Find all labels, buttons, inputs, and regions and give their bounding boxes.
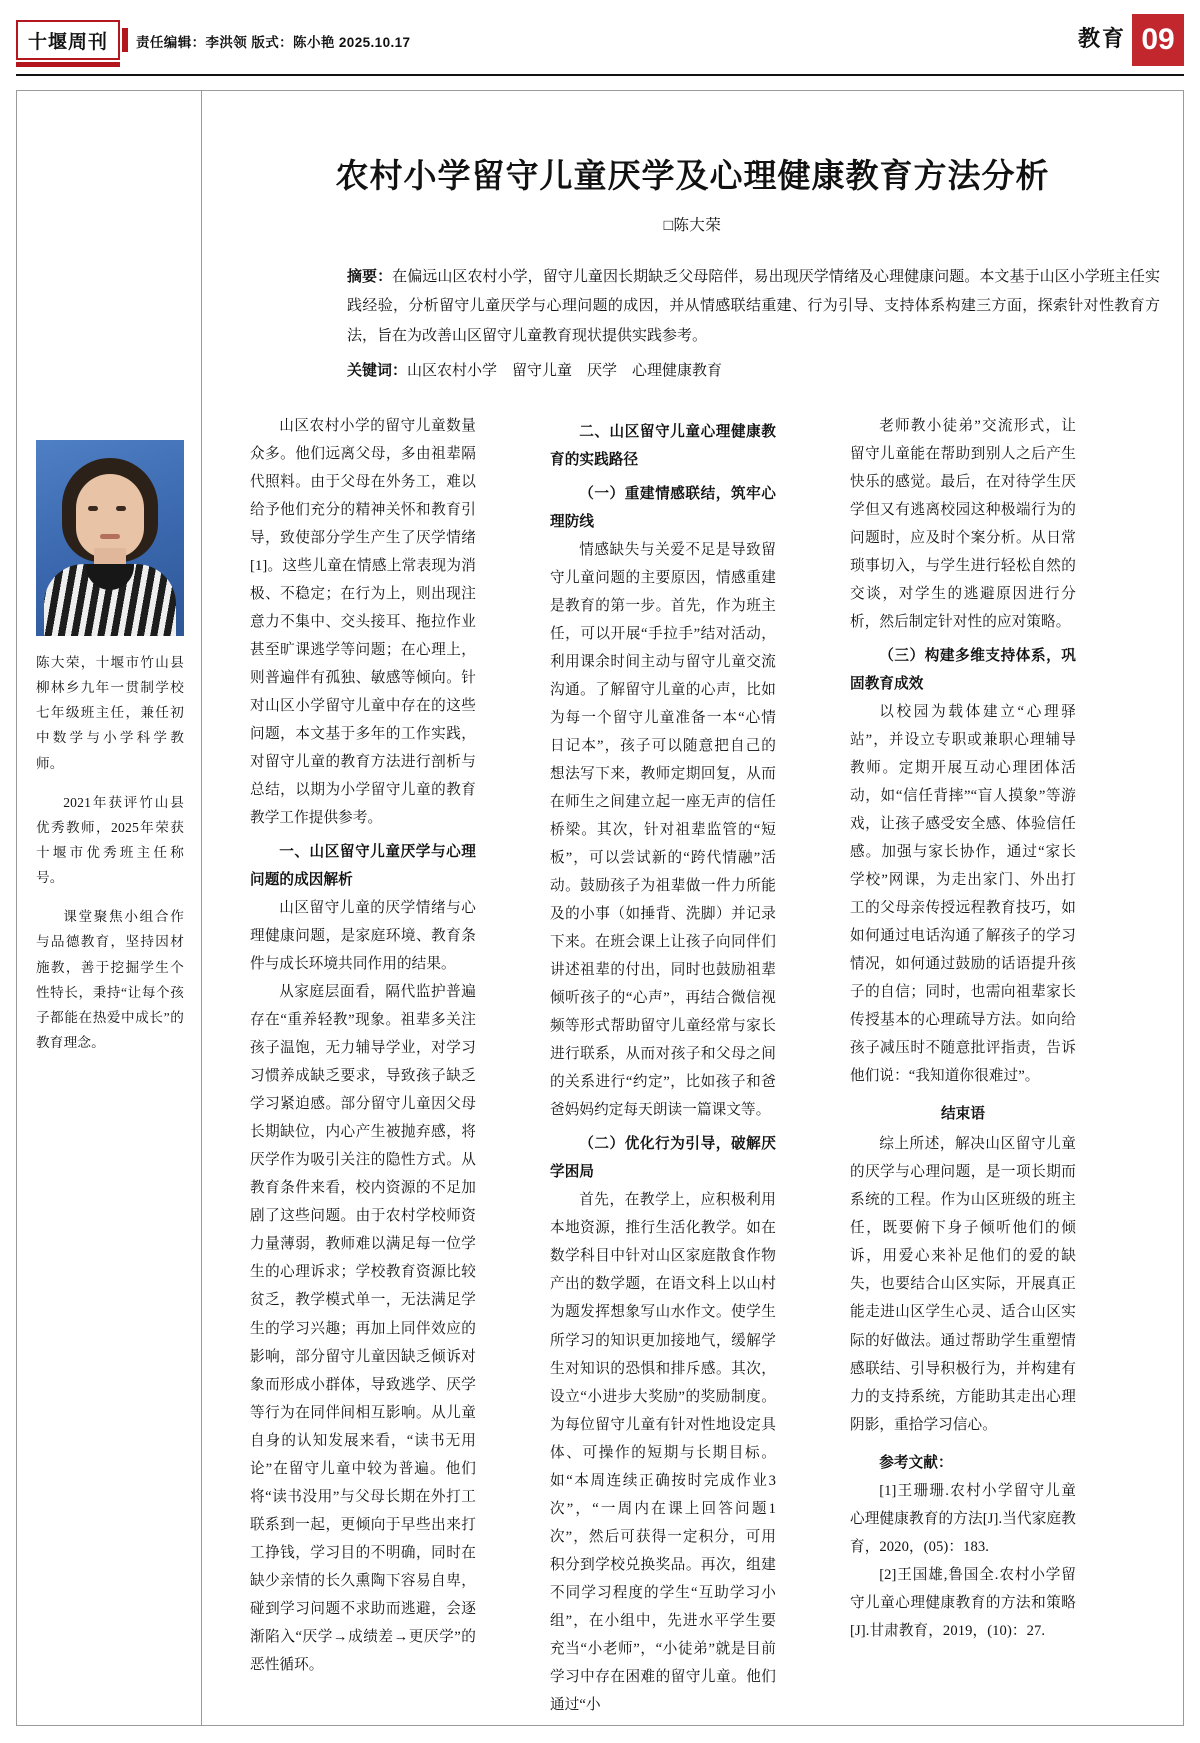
body-paragraph: 情感缺失与关爱不足是导致留守儿童问题的主要原因，情感重建是教育的第一步。首先，作为班主任，可以开展“手拉手”结对活动，利用课余时间主动与留守儿童交流沟通。了解留守儿童的心声，比如为每一个留守儿童准备一本“心情日记本”，孩子可以随意把自己的想法写下来，教师定期回复，从而在师生之间建立起一座无声的信任桥梁。其次，针对祖辈监管的“短板”，可以尝试新的“跨代情融”活动。鼓励孩子为祖辈做一件力所能及的小事（如捶背、洗脚）并记录下来。在班会课上让孩子向同伴们讲述祖辈的付出，同时也鼓励祖辈倾听孩子的“心声”，再结合微信视频等形式帮助留守儿童经常与家长进行联系，从而对孩子和父母之间的关系进行“约定”，比如孩子和爸爸妈妈约定每天朗读一篇课文等。 [550, 542, 776, 1119]
section-heading: 二、山区留守儿童心理健康教育的实践路径 [550, 424, 776, 469]
article-title: 农村小学留守儿童厌学及心理健康教育方法分析 [335, 159, 1050, 195]
masthead-red-block [122, 28, 128, 52]
portrait-mouth [100, 534, 120, 539]
keywords-text: 山区农村小学 留守儿童 厌学 心理健康教育 [407, 362, 723, 379]
page-number-badge: 09 [1132, 14, 1184, 66]
reference-item: [2]王国雄,鲁国全.农村小学留守儿童心理健康教育的方法和策略[J].甘肃教育，2019，(10)：27. [850, 1566, 1076, 1639]
article-abstract [225, 263, 1160, 351]
portrait-eye-left [88, 506, 98, 511]
reference-item: [1]王珊珊.农村小学留守儿童心理健康教育的方法[J].当代家庭教育，2020，(05)：183. [850, 1482, 1076, 1555]
publication-logo-text: 十堰周刊 [27, 31, 108, 53]
body-column-1 [250, 412, 476, 1679]
body-paragraph: 山区农村小学的留守儿童数量众多。他们远离父母，多由祖辈隔代照料。由于父母在外务工，难以给予他们充分的精神关怀和教育引导，致使部分学生产生了厌学情绪[1]。这些儿童在情感上常表现为消极、不稳定；在行为上，则出现注意力不集中、交头接耳、拖拉作业甚至旷课逃学等问题；在心理上，则普遍伴有孤独、敏感等倾向。针对山区小学留守儿童中存在的这些问题，本文基于多年的工作实践，对留守儿童的教育方法进行剖析与总结，以期为小学留守儿童的教育教学工作提供参考。 [250, 418, 476, 827]
author-bio-paragraph: 陈大荣，十堰市竹山县柳林乡九年一贯制学校七年级班主任，兼任初中数学与小学科学教师。 [36, 655, 184, 771]
body-paragraph: 首先，在教学上，应积极利用本地资源，推行生活化教学。如在数学科目中针对山区家庭散食作物产出的数学题，在语文科上以山村为题发挥想象写山水作文。使学生所学习的知识更加接地气，缓解学生对知识的恐惧和排斥感。其次，设立“小进步大奖励”的奖励制度。为每位留守儿童有针对性地设定具体、可操作的短期与长期目标。如“本周连续正确按时完成作业3次”，“一周内在课上回答问题1次”，然后可获得一定积分，可用积分到学校兑换奖品。再次，组建不同学习程度的学生“互助学习小组”，在小组中，先进水平学生要充当“小老师”，“小徒弟”就是目前学习中存在困难的留守儿童。他们通过“小 [550, 1192, 776, 1713]
logo-underline [16, 62, 120, 67]
publication-logo [16, 20, 120, 60]
rail-divider [201, 90, 202, 1726]
author-portrait [36, 440, 184, 636]
masthead-meta-text: 责任编辑：李洪领 版式：陈小艳 2025.10.17 [136, 35, 411, 50]
subsection-heading: （二）优化行为引导，破解厌学困局 [550, 1136, 776, 1181]
abstract-text: 在偏远山区农村小学，留守儿童因长期缺乏父母陪伴，易出现厌学情绪及心理健康问题。本文基于山区小学班主任实践经验，分析留守儿童厌学与心理问题的成因，并从情感联结重建、行为引导、支持体系构建三方面，探索针对性教育方法，旨在为改善山区留守儿童教育现状提供实践参考。 [347, 269, 1160, 344]
subsection-heading: （三）构建多维支持体系，巩固教育成效 [850, 648, 1076, 693]
body-paragraph: 从家庭层面看，隔代监护普遍存在“重养轻教”现象。祖辈多关注孩子温饱，无力辅导学业，对学习习惯养成缺乏要求，导致孩子缺乏学习紧迫感。部分留守儿童因父母长期缺位，内心产生被抛弃感，将厌学作为吸引关注的隐性方式。从教育条件来看，校内资源的不足加剧了这些问题。由于农村学校师资力量薄弱，教师难以满足每一位学生的心理诉求；学校教育资源比较贫乏，教学模式单一，无法满足学生的学习兴趣；再加上同伴效应的影响，部分留守儿童因缺乏倾诉对象而形成小群体，导致逃学、厌学等行为在同伴间相互影响。从儿童自身的认知发展来看，“读书无用论”在留守儿童中较为普遍。他们将“读书没用”与父母长期在外打工联系到一起，更倾向于早些出来打工挣钱，学习目的不明确，同时在缺少亲情的长久熏陶下容易自卑，碰到学习问题不求助而逃避，会逐渐陷入“厌学→成绩差→更厌学”的恶性循环。 [250, 984, 476, 1673]
article-keywords [225, 357, 1160, 386]
body-paragraph: 综上所述，解决山区留守儿童的厌学与心理问题，是一项长期而系统的工程。作为山区班级的班主任，既要俯下身子倾听他们的倾诉，用爱心来补足他们的爱的缺失，也要结合山区实际，开展真正能走进山区学生心灵、适合山区实际的好做法。通过帮助学生重塑情感联结、引导积极行为，并构建有力的支持系统，方能助其走出心理阴影，重拾学习信心。 [850, 1136, 1076, 1433]
masthead-meta-bar [122, 28, 1142, 52]
body-column-3 [850, 412, 1076, 1645]
abstract-label: 摘要： [347, 269, 393, 285]
body-paragraph: 以校园为载体建立“心理驿站”，并设立专职或兼职心理辅导教师。定期开展互动心理团体活动，如“信任背摔”“盲人摸象”等游戏，让孩子感受安全感、体验信任感。加强与家长协作，通过“家长学校”网课，为走出家门、外出打工的父母亲传授远程教育技巧，如如何通过电话沟通了解孩子的学习情况，如何通过鼓励的话语提升孩子的自信；同时，也需向祖辈家长传授基本的心理疏导方法。如向给孩子减压时不随意批评指责，告诉他们说：“我知道你很难过”。 [850, 704, 1076, 1085]
article-header [225, 150, 1160, 386]
header-divider [16, 74, 1184, 76]
portrait-eye-right [116, 506, 126, 511]
body-column-2 [550, 412, 776, 1719]
section-label: 教育 [1077, 26, 1126, 51]
article-byline: □陈大荣 [663, 217, 722, 234]
author-bio-paragraph: 2021年获评竹山县优秀教师，2025年荣获十堰市优秀班主任称号。 [36, 794, 184, 886]
references-heading: 参考文献： [879, 1454, 953, 1471]
body-paragraph: 山区留守儿童的厌学情绪与心理健康问题，是家庭环境、教育条件与成长环境共同作用的结果。 [250, 900, 476, 973]
masthead [0, 0, 1200, 78]
author-bio-paragraph: 课堂聚焦小组合作与品德教育，坚持因材施教，善于挖掘学生个性特长，秉持“让每个孩子都能在热爱中成长”的教育理念。 [36, 909, 184, 1050]
keywords-label: 关键词： [347, 362, 408, 379]
author-bio-rail [36, 440, 184, 1055]
conclusion-heading: 结束语 [940, 1106, 986, 1123]
section-heading: 一、山区留守儿童厌学与心理问题的成因解析 [250, 844, 476, 889]
portrait-face [76, 474, 144, 558]
body-paragraph: 老师教小徒弟”交流形式，让留守儿童能在帮助到别人之后产生快乐的感觉。最后，在对待学生厌学但又有逃离校园这种极端行为的问题时，应及时个案分析。从日常琐事切入，与学生进行轻松自然的交谈，对学生的逃避原因进行分析，然后制定针对性的应对策略。 [850, 418, 1076, 631]
subsection-heading: （一）重建情感联结，筑牢心理防线 [550, 486, 776, 531]
